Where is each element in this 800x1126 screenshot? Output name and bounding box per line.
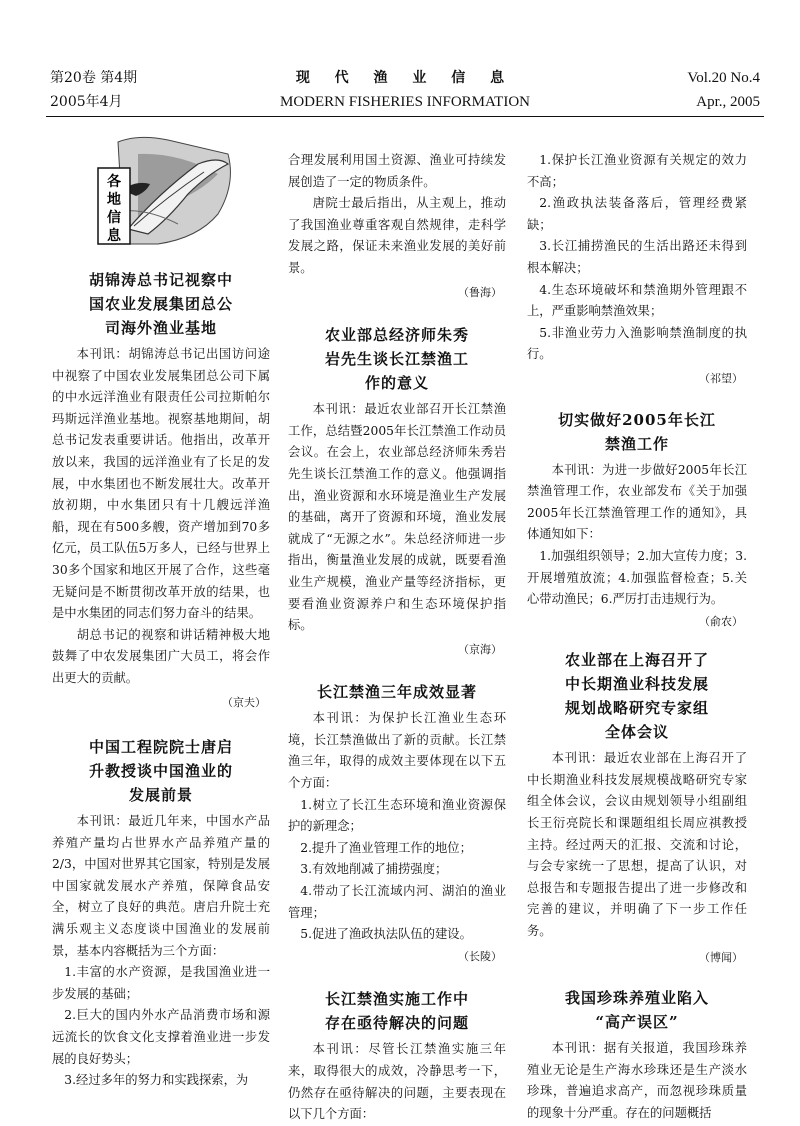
logo-char-4: 息: [107, 228, 121, 244]
list-item: 1.保护长江渔业资源有关规定的效力不高；: [527, 153, 747, 189]
author-signature: （祁望）: [699, 371, 743, 385]
list-item: 3.有效地削减了捕捞强度；: [300, 862, 448, 877]
article-title-line: 切实做好2005年长江: [558, 410, 716, 429]
article-title-line: 发展前景: [128, 786, 193, 805]
header-right: [687, 66, 760, 114]
list-item: 2.提升了渔业管理工作的地位；: [300, 840, 472, 855]
list-item: 5.非渔业劳力入渔影响禁渔制度的执行。: [527, 325, 747, 362]
article-paragraph: 本刊讯：为保护长江渔业生态环境，长江禁渔做出了新的贡献。长江禁渔三年，取得的成效主要体现在以下五个方面：: [288, 711, 506, 791]
article-yangtze-results: [288, 680, 506, 967]
author-signature: （俞农）: [699, 614, 743, 628]
article-title-line: 我国珍珠养殖业陷入: [564, 989, 709, 1008]
author-signature: （京海）: [458, 642, 502, 656]
article-paragraph: 本刊讯：最近几年来，中国水产品养殖产量均占世界水产品养殖产量的2/3，中国对世界其它国家，特别是发展中国家就发展水产养殖，保障食品安全，树立了良好的典范。唐启升院士充满乐观主义态度谈中国渔业的发展前景，基本内容概括为三个方面：: [52, 814, 270, 958]
article-title-line: 长江禁渔三年成效显著: [316, 683, 477, 702]
article-paragraph: 本刊讯：最近农业部在上海召开了中长期渔业科技发展规模战略研究专家组全体会议，会议由规划领导小组副组长王衍亮院长和课题组组长周应祺教授主持。经过两天的汇报、交流和讨论，与会专家统一了思想，提高了认识，对总报告和专题报告提出了进一步修改和完善的建议，并明确了下一步工作任务。: [527, 751, 747, 939]
article-paragraph: 本刊讯：为进一步做好2005年长江禁渔管理工作，农业部发布《关于加强2005年长江禁渔管理工作的通知》，具体通知如下：: [527, 462, 747, 542]
header-rule: [46, 116, 764, 117]
date-en: Apr., 2005: [696, 94, 760, 110]
author-signature: （鲁海）: [458, 285, 502, 299]
column-2: [288, 150, 506, 1126]
article-title-line: 中国工程院院士唐启: [88, 738, 233, 757]
list-item: 4.带动了长江流域内河、湖泊的渔业管理；: [288, 884, 506, 920]
article-title-line: 全体会议: [604, 723, 669, 742]
article-title-line: 农业部在上海召开了: [564, 651, 709, 670]
article-paragraph: 本刊讯：最近农业部召开长江禁渔工作，总结暨2005年长江禁渔工作动员会议。在会上，农业部总经济师朱秀岩先生谈长江禁渔工作的意义。他强调指出，渔业资源和水环境是渔业生产发展的基础，离开了资源和环境，渔业发展就成了“无源之水”。朱总经济师进一步指出，衡量渔业发展的成就，既要看渔业生产规模，渔业产量等经济指标，更要看渔业资源养户和生态环境保护指标。: [288, 402, 506, 633]
article-hu-jintao: [52, 268, 270, 713]
article-title-line: 国农业发展集团总公: [88, 295, 233, 313]
author-signature: （京夫）: [222, 695, 266, 709]
logo-char-1: 各: [107, 174, 121, 190]
article-zhu-xiuyan: [288, 323, 506, 660]
article-paragraph: 本刊讯：据有关报道，我国珍珠养殖业无论是生产海水珍珠还是生产淡水珍珠，普遍追求高产，而忽视珍珠质量的现象十分严重。存在的问题概括: [527, 1041, 747, 1120]
article-title-line: 存在亟待解决的问题: [324, 1014, 469, 1033]
column-3: [527, 150, 747, 1125]
article-shanghai-meeting: [527, 648, 747, 968]
author-signature: （长陵）: [458, 949, 502, 963]
article-yangtze-problems: [288, 987, 506, 1125]
section-logo-image: [78, 134, 238, 246]
article-paragraph: 唐院士最后指出，从主观上，推动了我国渔业尊重客观自然规律，走科学发展之路，保证未来渔业发展的美好前景。: [288, 196, 506, 275]
article-paragraph: 胡总书记的视察和讲话精神极大地鼓舞了中农发展集团广大员工，将会作出更大的贡献。: [52, 627, 270, 685]
author-signature: （博闻）: [699, 950, 743, 964]
list-item: 4.生态环境破坏和禁渔期外管理跟不上，严重影响禁渔效果；: [527, 282, 747, 319]
article-title-line: 司海外渔业基地: [104, 319, 217, 337]
article-2005-ban: [527, 408, 747, 633]
article-paragraph: 本刊讯：尽管长江禁渔实施三年来，取得很大的成效，冷静思考一下，仍然存在亟待解决的问题，主要表现在以下几个方面：: [288, 1042, 506, 1122]
article-title-line: 岩先生谈长江禁渔工: [324, 350, 469, 369]
volume-en: Vol.20 No.4: [687, 70, 760, 86]
article-title-line: 升教授谈中国渔业的: [88, 762, 233, 781]
article-title-line: 规划战略研究专家组: [564, 699, 709, 718]
article-title-line: 作的意义: [364, 374, 429, 393]
journal-title-cn: 现 代 渔 业 信 息: [295, 70, 515, 86]
journal-title-en: MODERN FISHERIES INFORMATION: [279, 94, 531, 110]
article-paragraph: 1.加强组织领导；2.加大宣传力度；3.开展增殖放流；4.加强监督检查；5.关心带动渔民；6.严厉打击违规行为。: [527, 548, 747, 607]
list-item: 3.长江捕捞渔民的生活出路还未得到根本解决；: [527, 239, 747, 275]
page-header: [0, 0, 800, 118]
article-title-line: 长江禁渔实施工作中: [324, 990, 469, 1009]
article-paragraph: 合理发展利用国土资源、渔业可持续发展创造了一定的物质条件。: [288, 153, 506, 189]
article-title-line: 胡锦涛总书记视察中: [88, 271, 233, 289]
list-item: 1.树立了长江生态环境和渔业资源保护的新理念；: [288, 797, 506, 834]
list-item: 2.巨大的国内外水产品消费市场和源远流长的饮食文化支撑着渔业进一步发展的良好势头；: [52, 1008, 270, 1066]
list-item: 2.渔政执法装备落后，管理经费紧缺；: [527, 196, 747, 232]
article-title-line: 农业部总经济师朱秀: [324, 326, 469, 345]
article-title-line: 中长期渔业科技发展: [564, 675, 709, 694]
column-1: [52, 268, 270, 1092]
date-cn: 2005年4月: [50, 94, 123, 110]
volume-cn: 第20卷 第4期: [50, 70, 138, 86]
article-tang-qisheng: [52, 735, 270, 1092]
logo-char-2: 地: [107, 192, 121, 208]
header-center: [240, 66, 570, 114]
article-title-line: “高产误区”: [595, 1013, 679, 1032]
article-title-line: 禁渔工作: [604, 434, 669, 453]
logo-char-3: 信: [107, 210, 121, 226]
list-item: 3.经过多年的努力和实践探索，为: [64, 1073, 249, 1088]
article-paragraph: 本刊讯：胡锦涛总书记出国访问途中视察了中国农业发展集团总公司下属的中水远洋渔业有限责任公司拉斯帕尔玛斯远洋渔业基地。视察基地期间，胡总书记发表重要讲话。他指出，改革开放以来，我国的远洋渔业有了长足的发展，中水集团也不断发展壮大。改革开放初期，中水集团只有十几艘远洋渔船，现在有500多艘，资产增加到70多亿元，员工队伍5万多人，已经与世界上30多个国家和地区开展了合作，这些毫无疑问是不断贯彻改革开放的结果，也是中水集团的同志们努力奋斗的结果。: [52, 347, 270, 621]
list-item: 5.促进了渔政执法队伍的建设。: [300, 927, 472, 942]
header-left: [50, 66, 137, 114]
list-item: 1.丰富的水产资源，是我国渔业进一步发展的基础；: [52, 965, 270, 1001]
